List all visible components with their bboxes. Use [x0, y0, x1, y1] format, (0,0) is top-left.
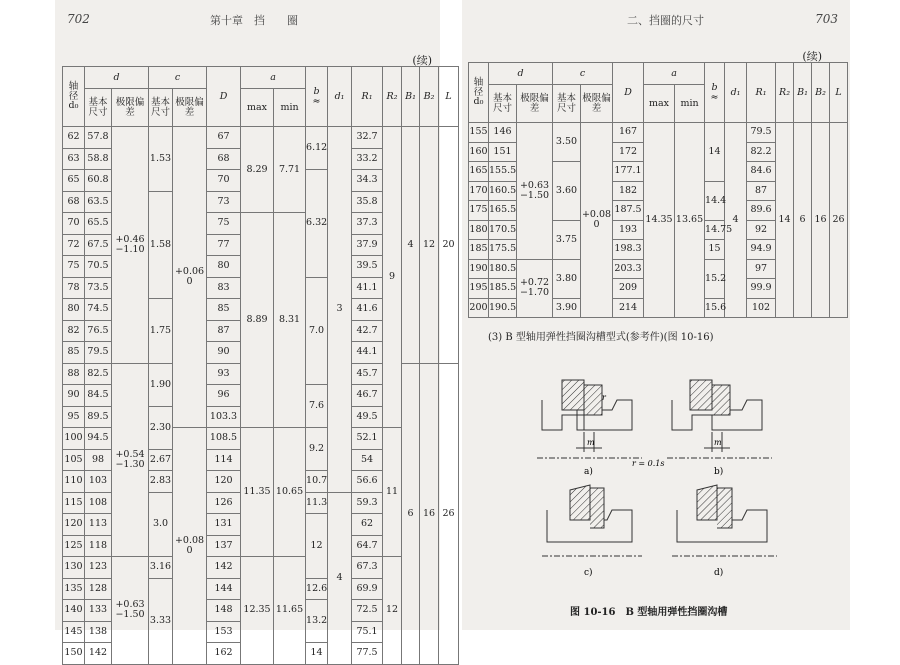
table-cell: 46.7: [352, 385, 383, 407]
table-cell: 65.5: [85, 213, 112, 235]
table-cell: 11: [383, 428, 402, 557]
table-cell: 185: [469, 240, 489, 260]
table-cell: 153: [207, 621, 241, 643]
header-D: D: [613, 63, 644, 123]
header-d-tol: 极限偏差: [517, 85, 553, 123]
table-cell: 56.6: [352, 471, 383, 493]
table-cell: 118: [85, 535, 112, 557]
table-cell: 1.53: [149, 127, 173, 192]
table-cell: 12: [420, 127, 439, 364]
table-cell: 69.9: [352, 578, 383, 600]
header-B2: B₂: [812, 63, 830, 123]
table-cell: 97: [747, 259, 776, 279]
table-cell: 14.35: [644, 123, 675, 318]
table-cell: 100: [63, 428, 85, 450]
table-cell: 12: [383, 557, 402, 665]
table-cell: 3.75: [553, 220, 581, 259]
header-d0: 轴 径 d₀: [469, 63, 489, 123]
header-a: a: [644, 63, 705, 85]
table-cell: 3.80: [553, 259, 581, 298]
table-cell: 35.8: [352, 191, 383, 213]
table-cell: 98: [85, 449, 112, 471]
table-row: [469, 123, 848, 143]
table-cell: 1.75: [149, 299, 173, 364]
table-cell: 10.65: [274, 428, 306, 557]
header-B1: B₁: [794, 63, 812, 123]
table-cell: 79.5: [85, 342, 112, 364]
table-cell: 105: [63, 449, 85, 471]
table-cell: 7.0: [306, 277, 328, 385]
table-cell: 41.1: [352, 277, 383, 299]
table-cell: 59.3: [352, 492, 383, 514]
chapter-title: 第十章 挡 圈: [210, 14, 298, 27]
table-cell: 115: [63, 492, 85, 514]
figure-label-c: c): [584, 568, 593, 578]
table-cell: 62: [63, 127, 85, 149]
table-cell: 70: [63, 213, 85, 235]
table-cell: 44.1: [352, 342, 383, 364]
table-cell: 170.5: [489, 220, 517, 240]
table-cell: 167: [613, 123, 644, 143]
table-cell: 142: [207, 557, 241, 579]
table-cell: 9: [383, 127, 402, 428]
table-cell: 14: [705, 123, 725, 182]
table-cell: 74.5: [85, 299, 112, 321]
radius-note: r = 0.1s: [632, 459, 665, 468]
table-cell: 90: [63, 385, 85, 407]
table-cell: 13.2: [306, 600, 328, 643]
header-d0: 轴 径 d₀: [63, 67, 85, 127]
table-cell: 92: [747, 220, 776, 240]
table-cell: 190: [469, 259, 489, 279]
figure-a-dim-m: m: [587, 438, 595, 447]
figure-caption: 图 10-16 B 型轴用弹性挡圈沟槽: [570, 607, 728, 618]
header-d-basic: 基本尺寸: [489, 85, 517, 123]
header-c-tol: 极限偏差: [581, 85, 613, 123]
table-cell: 175: [469, 201, 489, 221]
table-cell: 138: [85, 621, 112, 643]
table-cell: 165: [469, 162, 489, 182]
table-cell: 162: [207, 643, 241, 665]
table-cell: 82.2: [747, 142, 776, 162]
figure-label-d: d): [714, 568, 724, 578]
table-cell: 198.3: [613, 240, 644, 260]
table-cell: 165.5: [489, 201, 517, 221]
table-cell: 6: [794, 123, 812, 318]
table-cell: 13.65: [675, 123, 705, 318]
table-cell: 88: [63, 363, 85, 385]
table-cell: 8.89: [241, 213, 274, 428]
table-cell: 180: [469, 220, 489, 240]
header-L: L: [830, 63, 848, 123]
right-page: [462, 0, 850, 630]
table-cell: 11.35: [241, 428, 274, 557]
table-cell: 2.67: [149, 449, 173, 471]
page-number: 703: [815, 12, 838, 26]
table-cell: 187.5: [613, 201, 644, 221]
header-d-tol: 极限偏差: [112, 89, 149, 127]
table-cell: 11.3: [306, 492, 328, 514]
table-cell: 4: [402, 127, 420, 364]
table-cell: 85: [63, 342, 85, 364]
table-cell: 209: [613, 279, 644, 299]
table-cell: 73: [207, 191, 241, 213]
table-cell: 41.6: [352, 299, 383, 321]
table-cell: 73.5: [85, 277, 112, 299]
table-cell: 89.5: [85, 406, 112, 428]
table-cell: 65: [63, 170, 85, 192]
table-cell: +0.06 0: [173, 127, 207, 428]
table-cell: 1.58: [149, 191, 173, 299]
table-cell: 9.2: [306, 428, 328, 471]
table-cell: 6.32: [306, 170, 328, 278]
header-d1: d₁: [328, 67, 352, 127]
table-cell: 90: [207, 342, 241, 364]
retaining-ring-table-right: [468, 62, 848, 318]
table-cell: 177.1: [613, 162, 644, 182]
table-cell: 87: [207, 320, 241, 342]
table-cell: 70.5: [85, 256, 112, 278]
table-cell: 82.5: [85, 363, 112, 385]
table-cell: 155: [469, 123, 489, 143]
table-cell: 67.3: [352, 557, 383, 579]
table-cell: 2.83: [149, 471, 173, 493]
table-cell: 150: [63, 643, 85, 665]
table-cell: 102: [747, 298, 776, 318]
table-cell: 180.5: [489, 259, 517, 279]
header-L: L: [439, 67, 459, 127]
table-cell: 42.7: [352, 320, 383, 342]
table-cell: 114: [207, 449, 241, 471]
header-b: b ≈: [306, 67, 328, 127]
table-cell: 57.8: [85, 127, 112, 149]
table-cell: 3: [328, 127, 352, 493]
table-cell: 14.4: [705, 181, 725, 220]
table-cell: 214: [613, 298, 644, 318]
table-cell: 39.5: [352, 256, 383, 278]
table-cell: 75: [207, 213, 241, 235]
figure-label-b: b): [714, 467, 724, 477]
continued-mark: (续): [412, 54, 432, 67]
table-cell: 94.9: [747, 240, 776, 260]
table-cell: 54: [352, 449, 383, 471]
header-a: a: [241, 67, 306, 89]
header-a-max: max: [644, 85, 675, 123]
header-R2: R₂: [383, 67, 402, 127]
table-cell: 75.1: [352, 621, 383, 643]
table-cell: 33.2: [352, 148, 383, 170]
table-cell: 79.5: [747, 123, 776, 143]
table-cell: 80: [63, 299, 85, 321]
table-cell: +0.46 −1.10: [112, 127, 149, 364]
table-cell: 52.1: [352, 428, 383, 450]
header-a-max: max: [241, 89, 274, 127]
table-cell: 83: [207, 277, 241, 299]
table-cell: 144: [207, 578, 241, 600]
table-cell: 108: [85, 492, 112, 514]
table-cell: 67: [207, 127, 241, 149]
table-cell: 172: [613, 142, 644, 162]
table-cell: 103.3: [207, 406, 241, 428]
table-cell: 72.5: [352, 600, 383, 622]
table-cell: 67.5: [85, 234, 112, 256]
table-cell: 3.60: [553, 162, 581, 221]
table-cell: 195: [469, 279, 489, 299]
header-b: b ≈: [705, 63, 725, 123]
table-cell: 15: [705, 240, 725, 260]
figure-a-dim-r: r: [602, 393, 606, 402]
table-cell: 3.33: [149, 578, 173, 664]
table-cell: 78: [63, 277, 85, 299]
header-d1: d₁: [725, 63, 747, 123]
table-cell: 62: [352, 514, 383, 536]
table-cell: 1.90: [149, 363, 173, 406]
table-cell: 26: [439, 363, 459, 664]
table-row: [63, 557, 459, 579]
table-cell: 77: [207, 234, 241, 256]
table-cell: 85: [207, 299, 241, 321]
table-cell: 14: [306, 643, 328, 665]
page-number: 702: [67, 12, 90, 26]
table-cell: 68: [207, 148, 241, 170]
table-cell: 7.71: [274, 127, 306, 213]
table-cell: 15.2: [705, 259, 725, 298]
table-cell: 113: [85, 514, 112, 536]
table-cell: 3.0: [149, 492, 173, 557]
table-cell: 203.3: [613, 259, 644, 279]
header-R1: R₁: [747, 63, 776, 123]
table-cell: 200: [469, 298, 489, 318]
table-cell: 160.5: [489, 181, 517, 201]
table-cell: 16: [420, 363, 439, 664]
table-cell: 3.90: [553, 298, 581, 318]
table-cell: +0.54 −1.30: [112, 363, 149, 557]
table-cell: 2.30: [149, 406, 173, 449]
table-cell: 75: [63, 256, 85, 278]
table-cell: 160: [469, 142, 489, 162]
header-c: c: [149, 67, 207, 89]
table-cell: +0.72 −1.70: [517, 259, 553, 318]
table-cell: 185.5: [489, 279, 517, 299]
table-cell: 155.5: [489, 162, 517, 182]
table-cell: 63.5: [85, 191, 112, 213]
retaining-ring-table-left: [62, 66, 459, 665]
table-cell: 4: [328, 492, 352, 664]
table-cell: 128: [85, 578, 112, 600]
table-cell: 96: [207, 385, 241, 407]
table-cell: 131: [207, 514, 241, 536]
header-B2: B₂: [420, 67, 439, 127]
left-page: [55, 0, 455, 659]
figure-b-dim-m: m: [714, 438, 722, 447]
table-cell: 140: [63, 600, 85, 622]
header-d-basic: 基本尺寸: [85, 89, 112, 127]
table-cell: 142: [85, 643, 112, 665]
table-cell: 20: [439, 127, 459, 364]
table-cell: +0.08 0: [173, 428, 207, 665]
table-cell: 84.5: [85, 385, 112, 407]
header-c-basic: 基本尺寸: [553, 85, 581, 123]
table-cell: 103: [85, 471, 112, 493]
table-cell: 58.8: [85, 148, 112, 170]
table-cell: 95: [63, 406, 85, 428]
table-cell: 14.75: [705, 220, 725, 240]
table-cell: 32.7: [352, 127, 383, 149]
header-B1: B₁: [402, 67, 420, 127]
table-cell: 94.5: [85, 428, 112, 450]
table-cell: 63: [63, 148, 85, 170]
table-cell: 76.5: [85, 320, 112, 342]
table-cell: 190.5: [489, 298, 517, 318]
table-cell: +0.63 −1.50: [112, 557, 149, 665]
table-cell: 120: [207, 471, 241, 493]
table-cell: 12.35: [241, 557, 274, 665]
table-cell: 15.6: [705, 298, 725, 318]
table-cell: 125: [63, 535, 85, 557]
table-cell: 87: [747, 181, 776, 201]
table-cell: 8.31: [274, 213, 306, 428]
table-cell: 89.6: [747, 201, 776, 221]
table-cell: 6: [402, 363, 420, 664]
table-cell: 82: [63, 320, 85, 342]
table-cell: 34.3: [352, 170, 383, 192]
table-row: [63, 127, 459, 149]
table-cell: 145: [63, 621, 85, 643]
table-cell: 3.16: [149, 557, 173, 579]
table-cell: 49.5: [352, 406, 383, 428]
table-cell: 120: [63, 514, 85, 536]
header-a-min: min: [274, 89, 306, 127]
table-cell: 60.8: [85, 170, 112, 192]
table-cell: 84.6: [747, 162, 776, 182]
header-d: d: [85, 67, 149, 89]
table-cell: 123: [85, 557, 112, 579]
header-a-min: min: [675, 85, 705, 123]
table-cell: 130: [63, 557, 85, 579]
table-cell: 148: [207, 600, 241, 622]
table-cell: 12.6: [306, 578, 328, 600]
header-R1: R₁: [352, 67, 383, 127]
figure-label-a: a): [584, 467, 593, 477]
table-cell: 7.6: [306, 385, 328, 428]
table-cell: +0.08 0: [581, 123, 613, 318]
header-d: d: [489, 63, 553, 85]
table-cell: 45.7: [352, 363, 383, 385]
header-R2: R₂: [776, 63, 794, 123]
continued-mark: (续): [802, 50, 822, 63]
table-cell: 135: [63, 578, 85, 600]
header-D: D: [207, 67, 241, 127]
groove-figure: [532, 370, 792, 590]
table-cell: 110: [63, 471, 85, 493]
table-cell: 137: [207, 535, 241, 557]
table-cell: 16: [812, 123, 830, 318]
table-cell: 126: [207, 492, 241, 514]
table-cell: 193: [613, 220, 644, 240]
table-cell: 70: [207, 170, 241, 192]
figure-c-drawing: [542, 485, 642, 556]
table-cell: 170: [469, 181, 489, 201]
header-c-basic: 基本尺寸: [149, 89, 173, 127]
table-cell: 151: [489, 142, 517, 162]
table-cell: 37.3: [352, 213, 383, 235]
table-cell: 146: [489, 123, 517, 143]
table-cell: 11.65: [274, 557, 306, 665]
table-cell: 68: [63, 191, 85, 213]
table-cell: 4: [725, 123, 747, 318]
table-cell: 26: [830, 123, 848, 318]
table-cell: 133: [85, 600, 112, 622]
table-cell: 14: [776, 123, 794, 318]
table-cell: 175.5: [489, 240, 517, 260]
table-cell: +0.63 −1.50: [517, 123, 553, 260]
table-cell: 99.9: [747, 279, 776, 299]
table-cell: 93: [207, 363, 241, 385]
section-title: 二、挡圈的尺寸: [627, 14, 704, 27]
table-cell: 6.12: [306, 127, 328, 170]
table-cell: 37.9: [352, 234, 383, 256]
table-cell: 12: [306, 514, 328, 579]
figure-d-drawing: [672, 485, 777, 556]
table-cell: 77.5: [352, 643, 383, 665]
header-c-tol: 极限偏差: [173, 89, 207, 127]
table-cell: 72: [63, 234, 85, 256]
table-cell: 8.29: [241, 127, 274, 213]
table-cell: 64.7: [352, 535, 383, 557]
table-cell: 10.7: [306, 471, 328, 493]
table-cell: 3.50: [553, 123, 581, 162]
table-cell: 108.5: [207, 428, 241, 450]
header-c: c: [553, 63, 613, 85]
table-cell: 80: [207, 256, 241, 278]
table-cell: 182: [613, 181, 644, 201]
subsection-title: (3) B 型轴用弹性挡圈沟槽型式(参考件)(图 10-16): [488, 332, 714, 343]
